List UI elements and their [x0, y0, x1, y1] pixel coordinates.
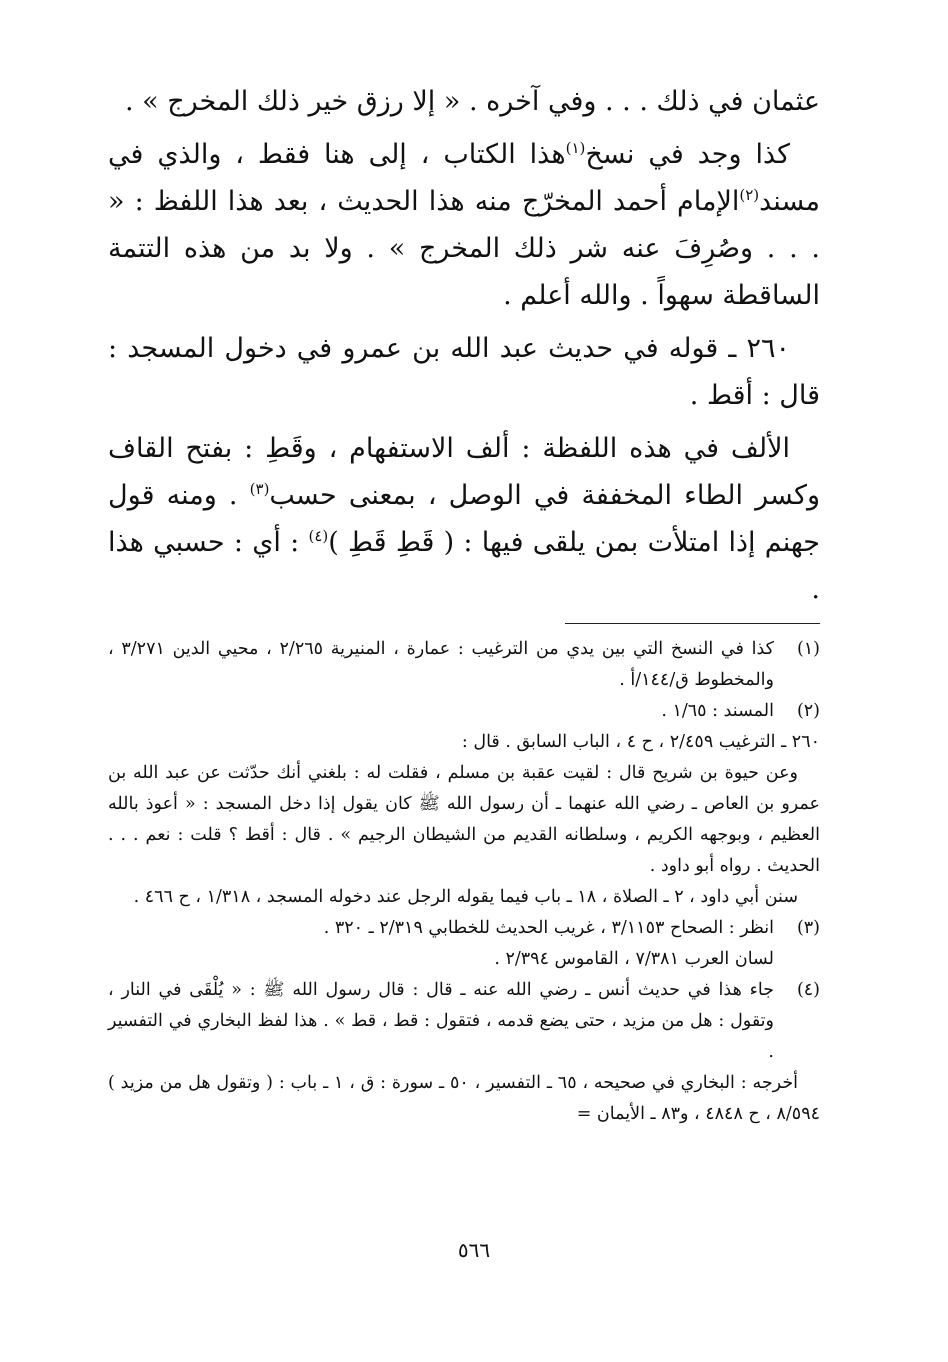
footnotes: [108, 634, 820, 1130]
footnote-ref-2[interactable]: (٢): [739, 186, 760, 204]
footnote-text: كذا في النسخ التي بين يدي من الترغيب : عمارة ، المنيرية ٢/٢٦٥ ، محيي الدين ٣/٢٧١ ، والمخطوط ق/١٤٤/أ .: [108, 639, 774, 690]
hadith-260-text: وعن حيوة بن شريح قال : لقيت عقبة بن مسلم ، فقلت له : بلغني أنك حدّثت عن عبد الله بن عمرو بن العاص ـ رضي الله عنهما ـ أن رسول الله ﷺ كان يقول إذا دخل المسجد : « أعوذ بالله العظيم ، وبوجهه الكريم ، وسلطانه القديم من الشيطان الرجيم » . قال : أقط ؟ قلت : نعم . . . الحديث . رواه أبو داود .: [108, 763, 820, 876]
footnote-text: انظر : الصحاح ٣/١١٥٣ ، غريب الحديث للخطابي ٢/٣١٩ ـ ٣٢٠ .: [323, 918, 774, 938]
footnote-divider: [565, 623, 820, 624]
paragraph-1: عثمان في ذلك . . . وفي آخره . « إلا رزق خير ذلك المخرج » .: [124, 86, 820, 117]
footnote-ref-1[interactable]: (١): [565, 139, 586, 157]
paragraph-2: [108, 131, 820, 319]
paragraph-4-part-c: : أي : حسبي هذا .: [108, 527, 820, 605]
footnote-text: المسند : ١/٦٥ .: [661, 701, 774, 721]
paragraph-4-part-b: . ومنه قول جهنم إذا امتلأت بمن يلقى فيها : ( قَطِ قَطِ ): [108, 480, 820, 558]
footnote-ref-3[interactable]: (٣): [249, 480, 270, 498]
paragraph-3: ٢٦٠ ـ قوله في حديث عبد الله بن عمرو في دخول المسجد : قال : أقط .: [108, 333, 820, 411]
page-number: ٥٦٦: [457, 1238, 491, 1262]
paragraph-2-part-b: هذا الكتاب ، إلى هنا فقط ، والذي في مسند: [108, 139, 820, 217]
footnote-ref-4[interactable]: (٤): [308, 527, 329, 545]
footnote-4: [108, 975, 820, 1068]
footnote-number: (١): [796, 639, 820, 659]
footnote-number: (٢): [796, 701, 820, 721]
paragraph-4: [108, 425, 820, 613]
footnote-3: [108, 913, 820, 944]
footnote-4-source: أخرجه : البخاري في صحيحه ، ٦٥ ـ التفسير ، ٥٠ ـ سورة : ق ، ١ ـ باب : ( وتقول هل من مزيد ) ٨/٥٩٤ ، ح ٤٨٤٨ ، و٨٣ ـ الأيمان =: [108, 1073, 820, 1124]
footnote-number: (٣): [796, 918, 820, 938]
paragraph-2-part-c: الإمام أحمد المخرّج منه هذا الحديث ، بعد هذا اللفظ : « . . . وصُرِفَ عنه شر ذلك المخرج » . ولا بد من هذه التتمة الساقطة سهواً . والله أعلم .: [108, 186, 820, 311]
main-text: [108, 78, 820, 613]
paragraph-4-part-a: الألف في هذه اللفظة : ألف الاستفهام ، وقَطِ : بفتح القاف وكسر الطاء المخففة في الوصل ، بمعنى حسب: [108, 433, 820, 511]
hadith-260-source: سنن أبي داود ، ٢ ـ الصلاة ، ١٨ ـ باب فيما يقوله الرجل عند دخوله المسجد ، ١/٣١٨ ، ح ٤٦٦ .: [133, 887, 798, 907]
footnote-text: جاء هذا في حديث أنس ـ رضي الله عنه ـ قال : قال رسول الله ﷺ : « يُلْقَى في النار ، وتقول : هل من مزيد ، حتى يضع قدمه ، فتقول : قط ، قط » . هذا لفظ البخاري في التفسير .: [108, 980, 774, 1062]
footnote-2: [108, 696, 820, 727]
page-content: [108, 78, 820, 1130]
hadith-260-heading: ٢٦٠ ـ الترغيب ٢/٤٥٩ ، ح ٤ ، الباب السابق . قال :: [461, 732, 820, 752]
paragraph-2-part-a: كذا وجد في نسخ: [585, 139, 790, 170]
footnote-3-continuation: لسان العرب ٧/٣٨١ ، القاموس ٢/٣٩٤ .: [494, 949, 774, 969]
footnote-1: [108, 634, 820, 696]
footnote-number: (٤): [796, 980, 820, 1000]
